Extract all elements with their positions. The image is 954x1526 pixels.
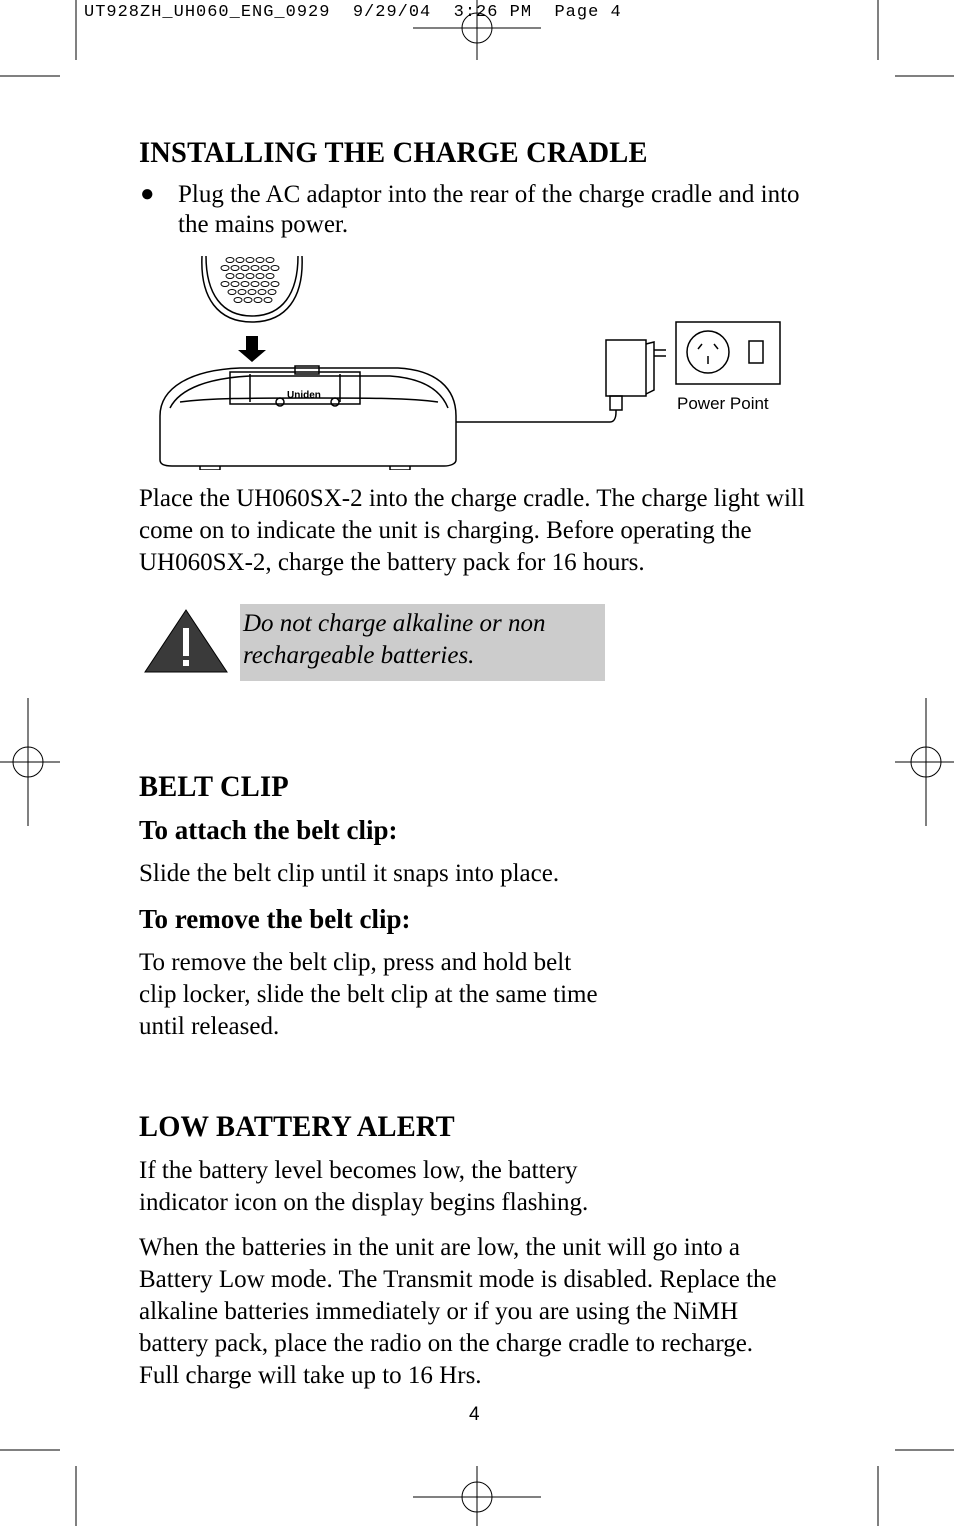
subheading-remove-belt-clip: To remove the belt clip:: [139, 904, 411, 934]
cradle-body-text: Place the UH060SX-2 into the charge cradle. The charge light will come on to indicate the unit is charging. Before operating the UH060SX-2, charge the battery pack for 16 hours.: [139, 485, 805, 576]
speaker-grille: [221, 258, 279, 303]
brand-label: Uniden: [287, 390, 321, 401]
section-heading-low-battery: LOW BATTERY ALERT: [139, 1110, 455, 1143]
low-battery-paragraph-1: If the battery level becomes low, the battery indicator icon on the display begins flashing.: [139, 1157, 589, 1216]
section-heading-charge-cradle: INSTALLING THE CHARGE CRADLE: [139, 136, 648, 169]
warning-text: Do not charge alkaline or non rechargeable batteries.: [243, 610, 546, 669]
bullet-dot: ●: [140, 181, 155, 207]
section-heading-belt-clip: BELT CLIP: [139, 770, 289, 803]
charge-cradle-illustration: [150, 248, 790, 470]
down-arrow-icon: [238, 336, 266, 362]
power-point-outlet: [676, 322, 780, 384]
warning-triangle-icon: [141, 606, 231, 674]
remove-belt-clip-text: To remove the belt clip, press and hold belt clip locker, slide the belt clip at the same time until released.: [139, 949, 598, 1040]
power-point-label: Power Point: [677, 394, 769, 413]
subheading-attach-belt-clip: To attach the belt clip:: [139, 815, 398, 845]
print-slug: UT928ZH_UH060_ENG_0929 9/29/04 3:26 PM Page 4: [84, 3, 622, 22]
page-number: 4: [469, 1404, 480, 1425]
attach-belt-clip-text: Slide the belt clip until it snaps into place.: [139, 860, 560, 887]
cradle-bullet-text: Plug the AC adaptor into the rear of the charge cradle and into the mains power.: [178, 181, 800, 238]
ac-adaptor: [606, 340, 666, 396]
low-battery-paragraph-2: When the batteries in the unit are low, the unit will go into a Battery Low mode. The Transmit mode is disabled. Replace the alkaline batteries immediately or if you are using the NiMH battery pack, place the radio on the charge cradle to recharge. Full charge will take up to 16 Hrs.: [139, 1234, 777, 1389]
